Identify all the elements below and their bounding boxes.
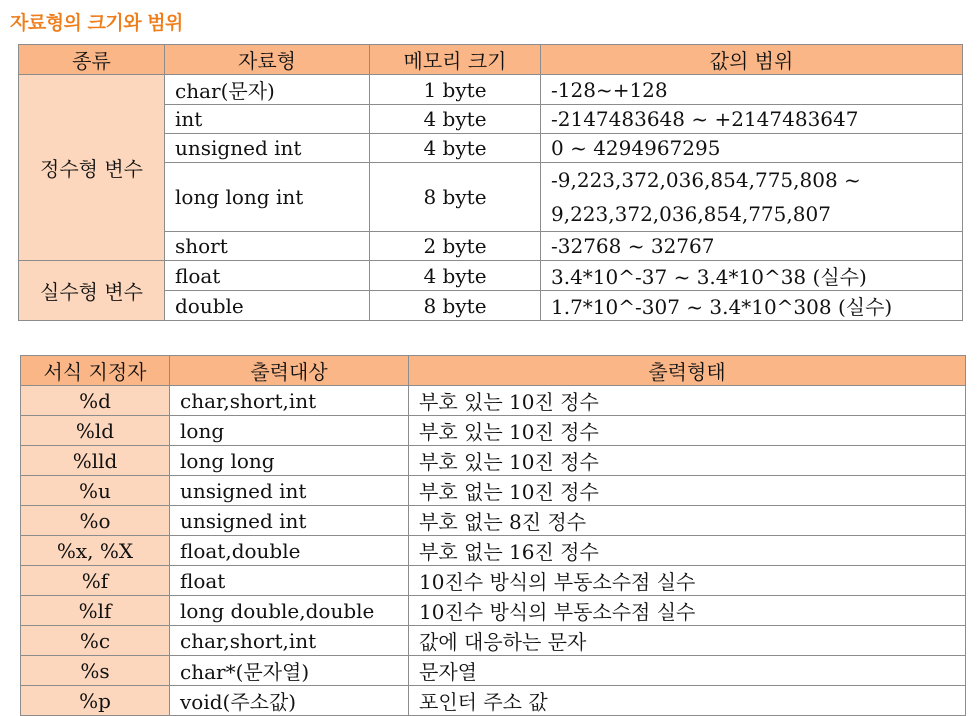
header-kind: 종류 <box>19 45 165 75</box>
target-cell: void(주소값) <box>170 686 409 716</box>
range-cell: 3.4*10^-37 ~ 3.4*10^38 (실수) <box>541 261 963 291</box>
range-cell: 1.7*10^-307 ~ 3.4*10^308 (실수) <box>541 291 963 321</box>
spec-cell: %ld <box>21 416 170 446</box>
type-cell: char(문자) <box>165 75 370 105</box>
spec-cell: %c <box>21 626 170 656</box>
table-row <box>21 566 966 596</box>
range-cell: 0 ~ 4294967295 <box>541 134 963 163</box>
table-row <box>21 596 966 626</box>
spec-cell: %lf <box>21 596 170 626</box>
form-cell: 부호 있는 10진 정수 <box>409 386 966 416</box>
header-output-form: 출력형태 <box>409 356 966 386</box>
target-cell: long double,double <box>170 596 409 626</box>
size-cell: 2 byte <box>370 232 541 261</box>
type-cell: double <box>165 291 370 321</box>
size-cell: 4 byte <box>370 261 541 291</box>
type-cell: long long int <box>165 163 370 232</box>
spec-cell: %u <box>21 476 170 506</box>
form-cell: 부호 없는 8진 정수 <box>409 506 966 536</box>
table-row <box>21 626 966 656</box>
form-cell: 부호 있는 10진 정수 <box>409 446 966 476</box>
size-cell: 8 byte <box>370 291 541 321</box>
spec-cell: %x, %X <box>21 536 170 566</box>
size-cell: 1 byte <box>370 75 541 105</box>
table-row <box>21 446 966 476</box>
target-cell: unsigned int <box>170 476 409 506</box>
type-cell: unsigned int <box>165 134 370 163</box>
table-row <box>21 506 966 536</box>
range-cell: -32768 ~ 32767 <box>541 232 963 261</box>
form-cell: 부호 없는 16진 정수 <box>409 536 966 566</box>
form-cell: 10진수 방식의 부동소수점 실수 <box>409 596 966 626</box>
page-title: 자료형의 크기와 범위 <box>10 12 183 34</box>
data-type-size-range-table <box>18 44 963 321</box>
form-cell: 부호 없는 10진 정수 <box>409 476 966 506</box>
target-cell: long long <box>170 446 409 476</box>
form-cell: 문자열 <box>409 656 966 686</box>
target-cell: char,short,int <box>170 386 409 416</box>
header-memory-size: 메모리 크기 <box>370 45 541 75</box>
type-cell: short <box>165 232 370 261</box>
size-cell: 4 byte <box>370 105 541 134</box>
target-cell: char*(문자열) <box>170 656 409 686</box>
format-specifier-table <box>20 355 966 716</box>
target-cell: unsigned int <box>170 506 409 536</box>
table-row <box>21 476 966 506</box>
target-cell: float <box>170 566 409 596</box>
table-row <box>19 261 963 291</box>
size-cell: 4 byte <box>370 134 541 163</box>
form-cell: 10진수 방식의 부동소수점 실수 <box>409 566 966 596</box>
target-cell: float,double <box>170 536 409 566</box>
target-cell: char,short,int <box>170 626 409 656</box>
table-row <box>21 416 966 446</box>
table-row <box>19 75 963 105</box>
header-value-range: 값의 범위 <box>541 45 963 75</box>
spec-cell: %p <box>21 686 170 716</box>
table-row <box>21 686 966 716</box>
table-row <box>21 536 966 566</box>
type-cell: int <box>165 105 370 134</box>
range-cell <box>541 163 963 232</box>
group-integer-label: 정수형 변수 <box>19 75 165 261</box>
size-cell: 8 byte <box>370 163 541 232</box>
table-header-row <box>21 356 966 386</box>
range-cell: -2147483648 ~ +2147483647 <box>541 105 963 134</box>
range-line-1: -9,223,372,036,854,775,808 ~ <box>551 168 861 192</box>
target-cell: long <box>170 416 409 446</box>
range-line-2: 9,223,372,036,854,775,807 <box>551 202 831 226</box>
form-cell: 부호 있는 10진 정수 <box>409 416 966 446</box>
spec-cell: %f <box>21 566 170 596</box>
header-type: 자료형 <box>165 45 370 75</box>
spec-cell: %d <box>21 386 170 416</box>
spec-cell: %s <box>21 656 170 686</box>
header-output-target: 출력대상 <box>170 356 409 386</box>
spec-cell: %o <box>21 506 170 536</box>
table-header-row <box>19 45 963 75</box>
group-float-label: 실수형 변수 <box>19 261 165 321</box>
table-row <box>21 386 966 416</box>
spec-cell: %lld <box>21 446 170 476</box>
table-row <box>21 656 966 686</box>
range-cell: -128~+128 <box>541 75 963 105</box>
form-cell: 포인터 주소 값 <box>409 686 966 716</box>
type-cell: float <box>165 261 370 291</box>
form-cell: 값에 대응하는 문자 <box>409 626 966 656</box>
header-format-specifier: 서식 지정자 <box>21 356 170 386</box>
